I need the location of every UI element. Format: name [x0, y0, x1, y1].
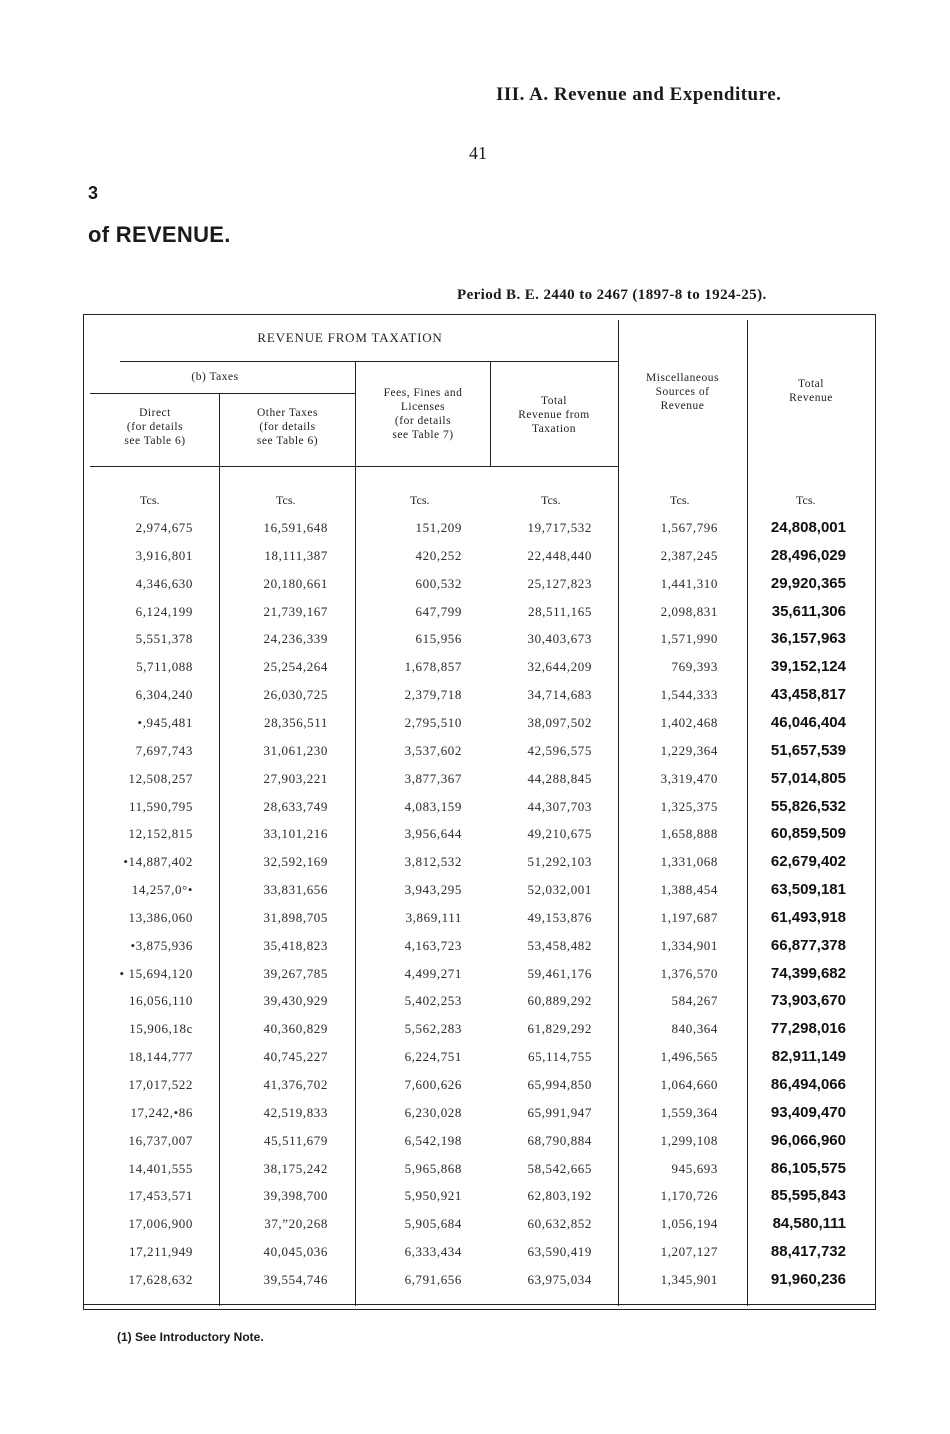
cell-total-revenue: 43,458,817 — [770, 686, 846, 704]
cell-fees: 5,562,283 — [404, 1021, 462, 1037]
cell-total-taxation: 60,632,852 — [527, 1216, 592, 1232]
cell-total-taxation: 53,458,482 — [527, 937, 592, 953]
header-fees-line-2: Licenses — [400, 401, 446, 413]
cell-misc: 945,693 — [671, 1160, 718, 1176]
cell-direct: 5,551,378 — [135, 631, 193, 647]
cell-total-taxation: 32,644,209 — [527, 659, 592, 675]
cell-total-revenue: 36,157,963 — [770, 630, 846, 648]
cell-other-taxes: 27,903,221 — [263, 770, 328, 786]
cell-misc: 2,387,245 — [660, 547, 718, 563]
cell-other-taxes: 16,591,648 — [263, 520, 328, 535]
cell-misc: 1,197,687 — [660, 909, 718, 925]
header-fees-line-3: (for details — [394, 415, 452, 427]
header-fees-line-1: Fees, Fines and — [383, 387, 463, 399]
cell-total-taxation: 51,292,103 — [527, 854, 592, 870]
cell-other-taxes: 35,418,823 — [263, 937, 328, 953]
cell-other-taxes: 28,633,749 — [263, 798, 328, 814]
cell-misc: 1,388,454 — [660, 882, 718, 898]
cell-total-taxation: 34,714,683 — [527, 687, 592, 703]
cell-fees: 6,230,028 — [404, 1104, 462, 1120]
cell-other-taxes: 33,831,656 — [263, 882, 328, 898]
cell-total-revenue: 46,046,404 — [770, 713, 846, 731]
unit-other-taxes: Tcs. — [276, 493, 296, 507]
header-direct — [100, 406, 210, 448]
cell-fees: 3,812,532 — [404, 854, 462, 870]
cell-misc: 1,658,888 — [660, 826, 718, 842]
cell-other-taxes: 39,398,700 — [263, 1188, 328, 1204]
cell-misc: 1,559,364 — [660, 1104, 718, 1120]
header-direct-line-3: see Table 6) — [124, 435, 186, 447]
cell-total-taxation: 58,542,665 — [527, 1160, 592, 1176]
cell-fees: 3,877,367 — [404, 770, 462, 786]
header-fees — [360, 386, 486, 442]
cell-direct: 13,386,060 — [128, 909, 193, 925]
cell-other-taxes: 42,519,833 — [263, 1104, 328, 1120]
rule-col-2 — [355, 362, 356, 1306]
cell-direct: 2,974,675 — [135, 520, 193, 535]
cell-total-taxation: 44,307,703 — [527, 798, 592, 814]
cell-total-revenue: 82,911,149 — [771, 1048, 846, 1066]
rule-col-1 — [219, 394, 220, 1306]
cell-direct: 12,152,815 — [128, 826, 193, 842]
cell-direct: 4,346,630 — [135, 575, 193, 591]
cell-fees: 151,209 — [415, 520, 462, 535]
cell-total-revenue: 84,580,111 — [772, 1215, 846, 1233]
cell-total-taxation: 49,153,876 — [527, 909, 592, 925]
cell-misc: 1,544,333 — [660, 687, 718, 703]
cell-misc: 1,334,901 — [660, 937, 718, 953]
header-direct-line-2: (for details — [126, 421, 184, 433]
cell-fees: 4,163,723 — [404, 937, 462, 953]
cell-direct: 17,211,949 — [128, 1244, 193, 1260]
cell-fees: 5,965,868 — [404, 1160, 462, 1176]
cell-fees: 6,224,751 — [404, 1049, 462, 1065]
cell-direct: •14,887,402 — [123, 854, 193, 870]
cell-misc: 1,170,726 — [660, 1188, 718, 1204]
rule-under-taxes — [90, 393, 355, 394]
cell-total-revenue: 96,066,960 — [770, 1131, 846, 1149]
cell-fees: 6,791,656 — [404, 1271, 462, 1287]
rule-col-5 — [747, 320, 748, 1306]
cell-misc: 1,207,127 — [660, 1244, 718, 1260]
table-number: 3 — [88, 183, 99, 203]
cell-misc: 1,496,565 — [660, 1049, 718, 1065]
cell-misc: 1,299,108 — [660, 1132, 718, 1148]
cell-fees: 6,333,434 — [404, 1244, 462, 1260]
header-other-taxes-line-3: see Table 6) — [256, 435, 319, 447]
header-other-taxes — [225, 406, 350, 448]
cell-fees: 4,499,271 — [404, 965, 462, 981]
cell-misc: 1,345,901 — [660, 1271, 718, 1287]
cell-total-taxation: 65,991,947 — [527, 1104, 592, 1120]
cell-misc: 769,393 — [671, 659, 718, 675]
header-total-taxation — [494, 394, 614, 436]
cell-misc: 2,098,831 — [660, 603, 718, 619]
unit-misc: Tcs. — [670, 493, 690, 507]
header-other-taxes-line-1: Other Taxes — [256, 407, 318, 419]
rule-col-3 — [490, 362, 491, 466]
header-fees-line-4: see Table 7) — [392, 429, 454, 441]
cell-other-taxes: 26,030,725 — [263, 687, 328, 703]
cell-other-taxes: 25,254,264 — [263, 659, 328, 675]
cell-misc: 1,402,468 — [660, 714, 718, 730]
cell-total-taxation: 68,790,884 — [527, 1132, 592, 1148]
cell-total-taxation: 59,461,176 — [527, 965, 592, 981]
cell-total-revenue: 28,496,029 — [770, 546, 846, 564]
header-total-taxation-line-1: Total — [541, 395, 567, 407]
cell-other-taxes: 39,554,746 — [263, 1271, 328, 1287]
header-taxes: (b) Taxes — [191, 371, 239, 383]
period-line: Period B. E. 2440 to 2467 (1897-8 to 1924-25). — [457, 287, 767, 303]
cell-misc: 1,441,310 — [660, 575, 718, 591]
cell-misc: 1,571,990 — [660, 631, 718, 647]
cell-total-taxation: 49,210,675 — [527, 826, 592, 842]
cell-other-taxes: 32,592,169 — [263, 854, 328, 870]
cell-total-revenue: 51,657,539 — [770, 741, 846, 759]
cell-total-taxation: 38,097,502 — [527, 714, 592, 730]
cell-total-revenue: 66,877,378 — [770, 936, 846, 954]
cell-other-taxes: 18,111,387 — [264, 547, 328, 563]
header-revenue-from-taxation: REVENUE FROM TAXATION — [257, 330, 443, 345]
cell-other-taxes: 31,061,230 — [263, 742, 328, 758]
cell-other-taxes: 45,511,679 — [263, 1132, 328, 1148]
cell-total-revenue: 91,960,236 — [770, 1270, 846, 1288]
cell-other-taxes: 37,”20,268 — [264, 1216, 328, 1232]
cell-direct: 14,401,555 — [128, 1160, 193, 1176]
header-misc-line-1: Miscellaneous — [646, 372, 719, 384]
cell-fees: 3,956,644 — [404, 826, 462, 842]
cell-direct: 6,124,199 — [135, 603, 193, 619]
cell-fees: 5,402,253 — [404, 993, 462, 1009]
cell-total-revenue: 93,409,470 — [770, 1103, 846, 1121]
cell-fees: 3,869,111 — [405, 909, 462, 925]
cell-total-taxation: 63,975,034 — [527, 1271, 592, 1287]
cell-total-taxation: 61,829,292 — [527, 1021, 592, 1037]
running-head: III. A. Revenue and Expenditure. — [496, 84, 782, 105]
cell-direct: 14,257,0°• — [131, 882, 193, 898]
cell-other-taxes: 24,236,339 — [263, 631, 328, 647]
cell-direct: 17,628,632 — [128, 1271, 193, 1287]
cell-direct: 17,017,522 — [128, 1077, 193, 1092]
unit-fees: Tcs. — [410, 493, 430, 507]
cell-misc: 1,064,660 — [660, 1077, 718, 1092]
table-title: of REVENUE. — [88, 222, 231, 247]
unit-direct: Tcs. — [140, 493, 160, 507]
cell-other-taxes: 39,267,785 — [263, 965, 328, 981]
unit-total-taxation: Tcs. — [541, 493, 561, 507]
cell-other-taxes: 40,360,829 — [263, 1021, 328, 1037]
cell-total-revenue: 63,509,181 — [770, 881, 846, 899]
cell-total-taxation: 65,994,850 — [527, 1077, 592, 1092]
cell-total-revenue: 55,826,532 — [770, 797, 846, 815]
cell-fees: 2,795,510 — [404, 714, 462, 730]
cell-other-taxes: 28,356,511 — [263, 714, 328, 730]
cell-misc: 1,376,570 — [660, 965, 718, 981]
header-total-revenue-line-2: Revenue — [789, 392, 833, 404]
cell-direct: 7,697,743 — [135, 742, 193, 758]
cell-misc: 840,364 — [671, 1021, 718, 1037]
cell-direct: 17,453,571 — [128, 1188, 193, 1204]
cell-fees: 2,379,718 — [404, 687, 462, 703]
cell-direct: 5,711,088 — [136, 659, 193, 675]
rule-col-4 — [618, 320, 619, 1306]
cell-other-taxes: 41,376,702 — [263, 1077, 328, 1092]
cell-direct: • 15,694,120 — [119, 965, 193, 981]
cell-total-revenue: 60,859,509 — [770, 825, 846, 843]
cell-misc: 1,056,194 — [660, 1216, 718, 1232]
cell-total-revenue: 86,105,575 — [770, 1159, 846, 1177]
cell-total-taxation: 25,127,823 — [527, 575, 592, 591]
header-total-revenue — [752, 377, 870, 405]
cell-total-revenue: 85,595,843 — [770, 1187, 846, 1205]
cell-total-taxation: 28,511,165 — [527, 603, 592, 619]
cell-other-taxes: 20,180,661 — [263, 575, 328, 591]
cell-other-taxes: 40,745,227 — [263, 1049, 328, 1065]
unit-total-revenue: Tcs. — [796, 493, 816, 507]
cell-fees: 1,678,857 — [404, 659, 462, 675]
header-total-taxation-line-2: Revenue from — [518, 409, 590, 421]
cell-other-taxes: 21,739,167 — [263, 603, 328, 619]
cell-misc: 1,229,364 — [660, 742, 718, 758]
cell-other-taxes: 39,430,929 — [263, 993, 328, 1009]
cell-direct: 11,590,795 — [128, 798, 193, 814]
cell-fees: 420,252 — [415, 547, 462, 563]
cell-total-revenue: 35,611,306 — [771, 602, 846, 620]
cell-direct: •3,875,936 — [130, 937, 193, 953]
page-number: 41 — [469, 143, 487, 163]
cell-direct: 6,304,240 — [135, 687, 193, 703]
cell-fees: 5,950,921 — [404, 1188, 462, 1204]
cell-direct: 17,242,•86 — [130, 1104, 193, 1120]
cell-fees: 3,537,602 — [404, 742, 462, 758]
revenue-table — [83, 314, 876, 1310]
cell-direct: 15,906,18c — [129, 1021, 193, 1037]
cell-fees: 647,799 — [415, 603, 462, 619]
cell-total-taxation: 44,288,845 — [527, 770, 592, 786]
rule-header-bottom — [90, 466, 618, 467]
cell-direct: 12,508,257 — [128, 770, 193, 786]
cell-total-revenue: 57,014,805 — [770, 769, 846, 787]
cell-total-taxation: 62,803,192 — [527, 1188, 592, 1204]
cell-total-taxation: 30,403,673 — [527, 631, 592, 647]
header-misc-line-3: Revenue — [660, 400, 705, 412]
cell-total-revenue: 88,417,732 — [770, 1243, 846, 1261]
cell-other-taxes: 38,175,242 — [263, 1160, 328, 1176]
cell-total-revenue: 39,152,124 — [770, 658, 846, 676]
cell-misc: 1,567,796 — [660, 520, 718, 535]
cell-total-revenue: 24,808,001 — [770, 519, 846, 536]
cell-misc: 1,331,068 — [660, 854, 718, 870]
cell-direct: 17,006,900 — [128, 1216, 193, 1232]
cell-fees: 4,083,159 — [404, 798, 462, 814]
cell-direct: 16,056,110 — [128, 993, 193, 1009]
cell-total-taxation: 42,596,575 — [527, 742, 592, 758]
cell-total-taxation: 63,590,419 — [527, 1244, 592, 1260]
cell-total-taxation: 19,717,532 — [527, 520, 592, 535]
cell-total-revenue: 29,920,365 — [770, 574, 846, 592]
header-other-taxes-line-2: (for details — [259, 421, 316, 433]
cell-fees: 3,943,295 — [404, 882, 462, 898]
header-total-taxation-line-3: Taxation — [531, 423, 577, 435]
header-misc-line-2: Sources of — [655, 386, 710, 398]
cell-other-taxes: 40,045,036 — [263, 1244, 328, 1260]
cell-total-revenue: 74,399,682 — [770, 964, 846, 982]
header-total-revenue-line-1: Total — [798, 378, 824, 390]
cell-total-taxation: 60,889,292 — [527, 993, 592, 1009]
cell-total-revenue: 61,493,918 — [770, 908, 846, 926]
cell-total-revenue: 62,679,402 — [770, 853, 846, 871]
cell-fees: 615,956 — [415, 631, 462, 647]
cell-direct: 16,737,007 — [128, 1132, 193, 1148]
cell-direct: 18,144,777 — [128, 1049, 193, 1065]
cell-fees: 5,905,684 — [404, 1216, 462, 1232]
cell-other-taxes: 33,101,216 — [263, 826, 328, 842]
cell-total-taxation: 65,114,755 — [527, 1049, 592, 1065]
rule-bottom-double — [83, 1304, 876, 1305]
header-direct-line-1: Direct — [139, 407, 171, 419]
cell-misc: 3,319,470 — [660, 770, 718, 786]
cell-misc: 584,267 — [671, 993, 718, 1009]
cell-total-revenue: 73,903,670 — [770, 992, 846, 1010]
cell-direct: •,945,481 — [137, 714, 193, 730]
header-misc — [622, 371, 743, 413]
cell-fees: 7,600,626 — [404, 1077, 462, 1092]
cell-other-taxes: 31,898,705 — [263, 909, 328, 925]
cell-total-revenue: 86,494,066 — [770, 1076, 846, 1093]
cell-total-revenue: 77,298,016 — [770, 1020, 846, 1038]
cell-fees: 6,542,198 — [404, 1132, 462, 1148]
cell-total-taxation: 22,448,440 — [527, 547, 592, 563]
cell-direct: 3,916,801 — [135, 547, 193, 563]
cell-fees: 600,532 — [415, 575, 462, 591]
footnote: (1) See Introductory Note. — [117, 1330, 264, 1344]
cell-misc: 1,325,375 — [660, 798, 718, 814]
rule-under-group-header — [120, 361, 618, 362]
cell-total-taxation: 52,032,001 — [527, 882, 592, 898]
